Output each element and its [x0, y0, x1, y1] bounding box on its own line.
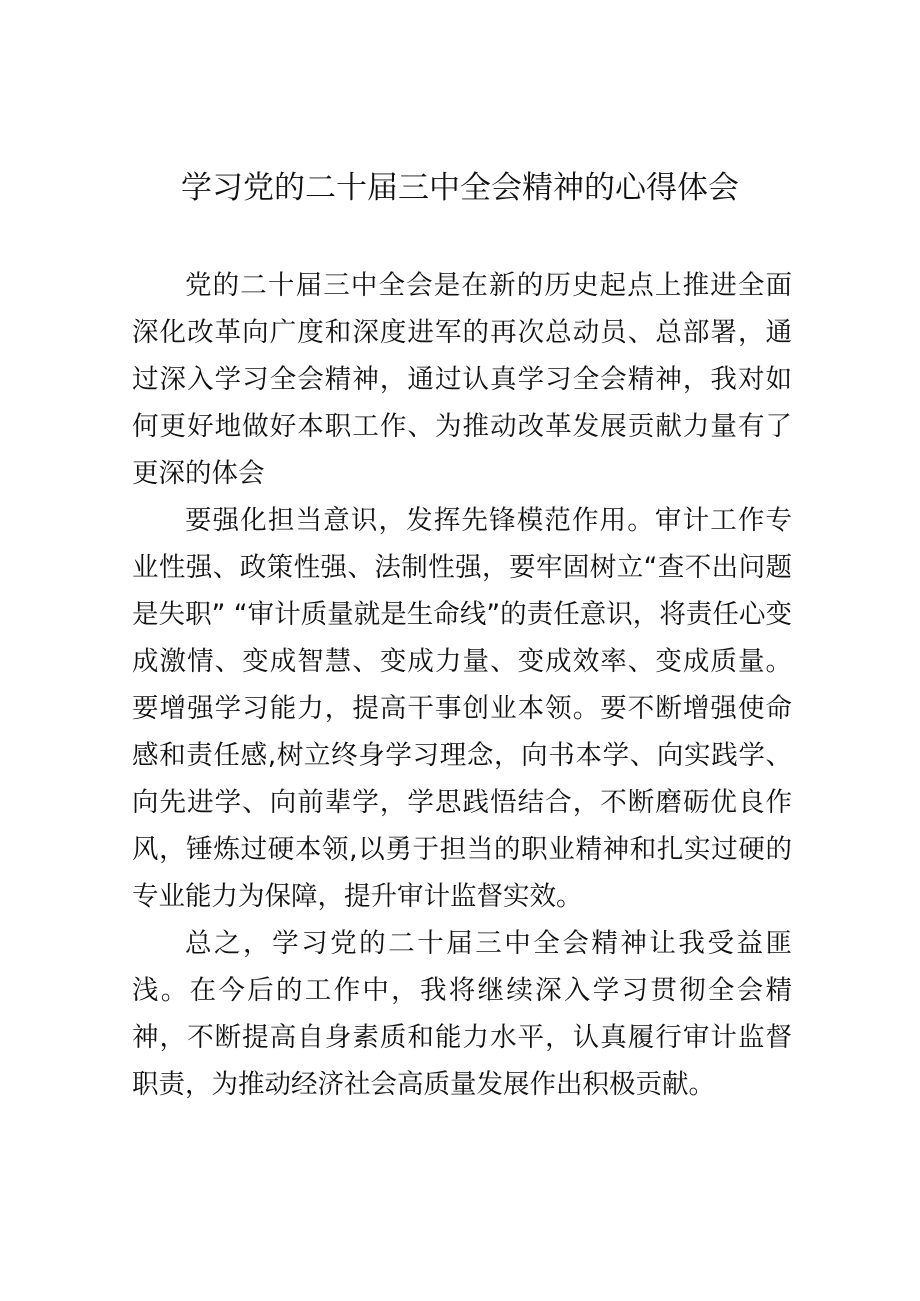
paragraph-conclusion: 总之，学习党的二十届三中全会精神让我受益匪浅。在今后的工作中，我将继续深入学习贯彻全会精神，不断提高自身素质和能力水平，认真履行审计监督职责，为推动经济社会高质量发展作出积极贡献。 — [132, 928, 792, 1100]
paragraph-responsibility: 要强化担当意识，发挥先锋模范作用。审计工作专业性强、政策性强、法制性强，要牢固树立“查不出问题是失职” “审计质量就是生命线”的责任意识，将责任心变成激情、变成智慧、变成力量、变成效率、变成质量。要增强学习能力，提高干事创业本领。要不断增强使命感和责任感,树立终身学习理念，向书本学、向实践学、向先进学、向前辈学，学思践悟结合，不断磨砺优良作风，锤炼过硬本领,以勇于担当的职业精神和扎实过硬的专业能力为保障，提升审计监督实效。 — [132, 505, 792, 912]
document-body — [132, 262, 792, 1108]
document-title: 学习党的二十届三中全会精神的心得体会 — [181, 170, 739, 206]
paragraph-intro: 党的二十届三中全会是在新的历史起点上推进全面深化改革向广度和深度进军的再次总动员、总部署，通过深入学习全会精神，通过认真学习全会精神，我对如何更好地做好本职工作、为推动改革发展贡献力量有了更深的体会 — [132, 270, 792, 489]
